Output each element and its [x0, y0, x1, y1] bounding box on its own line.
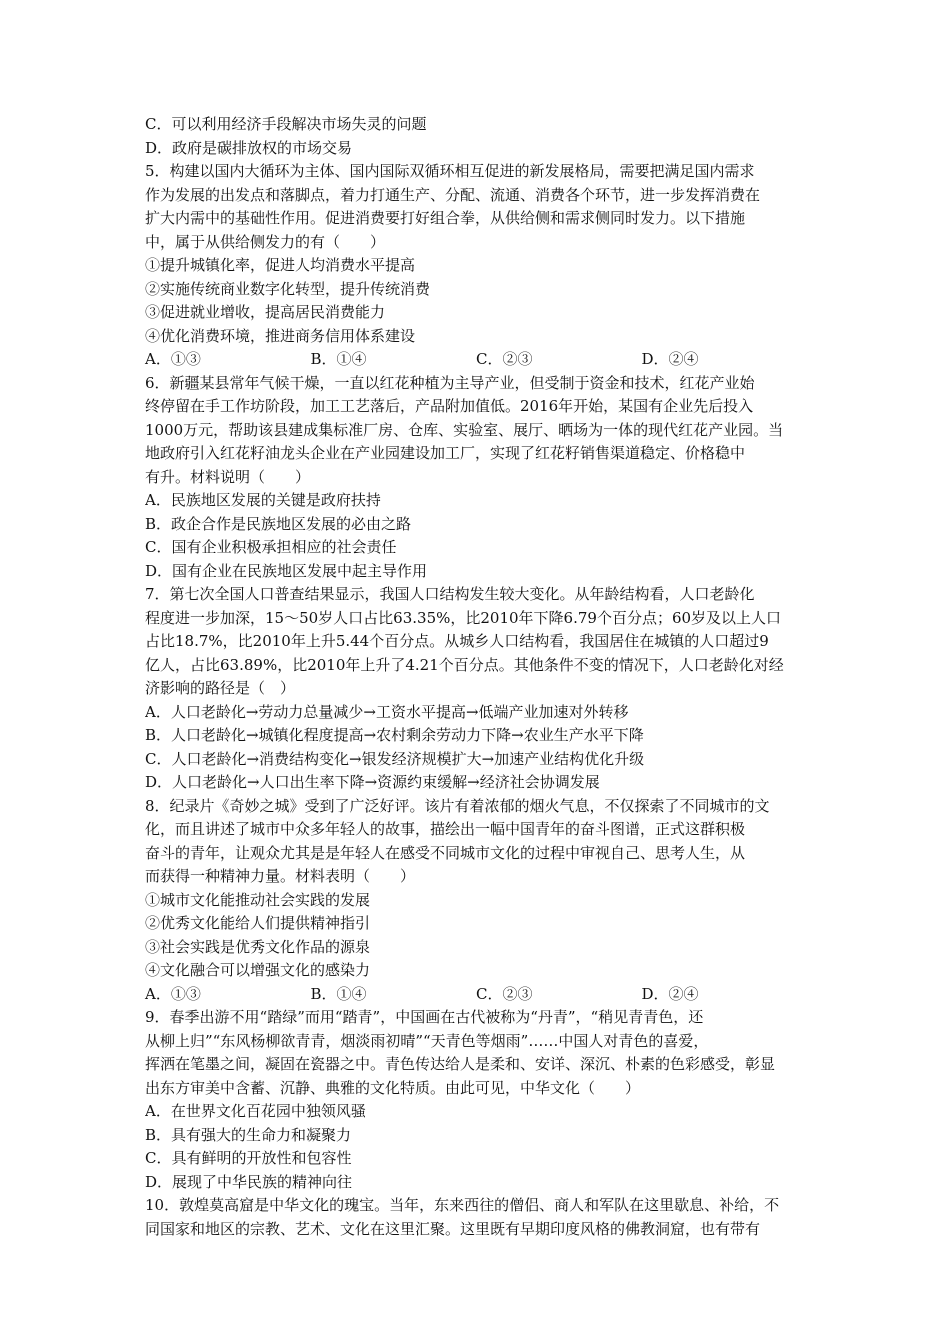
q9-option-b: B．具有强大的生命力和凝聚力: [145, 1125, 352, 1144]
q6-option-a: A．民族地区发展的关键是政府扶持: [145, 491, 381, 509]
q8-stem-line: 8．纪录片《奇妙之城》受到了广泛好评。该片有着浓郁的烟火气息，不仅探索了不同城市的文: [145, 796, 770, 815]
q5-item-4: ④优化消费环境，推进商务信用体系建设: [145, 326, 416, 345]
q8-option-c: C．②③: [476, 984, 533, 1003]
q8-stem-line: 奋斗的青年，让观众尤其是是年轻人在感受不同城市文化的过程中审视自己、思考人生，从: [145, 843, 746, 862]
q6-option-d: D．国有企业在民族地区发展中起主导作用: [145, 561, 428, 580]
question-5: [145, 160, 807, 372]
q7-stem-line: 程度进一步加深，15～50岁人口占比63.35%，比2010年下降6.79个百分点；60岁及以上人口: [145, 608, 782, 627]
q8-item-1: ①城市文化能推动社会实践的发展: [145, 890, 371, 909]
q10-stem-line: 同国家和地区的宗教、艺术、文化在这里汇聚。这里既有早期印度风格的佛教洞窟，也有带有: [145, 1219, 761, 1238]
q6-stem-line: 6．新疆某县常年气候干燥，一直以红花种植为主导产业，但受制于资金和技术，红花产业始: [145, 373, 755, 392]
q9-stem-line: 挥洒在笔墨之间，凝固在瓷器之中。青色传达给人是柔和、安详、深沉、朴素的色彩感受，彰显: [145, 1055, 776, 1073]
question-8: [145, 795, 807, 1007]
q5-item-1: ①提升城镇化率，促进人均消费水平提高: [145, 256, 416, 274]
q7-option-a: A．人口老龄化→劳动力总量减少→工资水平提高→低端产业加速对外转移: [145, 702, 629, 721]
q8-stem-line: 化，而且讲述了城市中众多年轻人的故事，描绘出一幅中国青年的奋斗图谱，正式这群积极: [145, 820, 746, 838]
q5-option-d: D．②④: [641, 350, 699, 368]
question-10: [145, 1194, 807, 1241]
q4-option-d: D．政府是碳排放权的市场交易: [145, 138, 353, 157]
q5-option-c: C．②③: [476, 350, 533, 368]
question-6: [145, 372, 807, 584]
q6-stem-line: 地政府引入红花籽油龙头企业在产业园建设加工厂，实现了红花籽销售渠道稳定、价格稳中: [145, 444, 746, 462]
q5-options: [145, 348, 807, 372]
q8-item-3: ③社会实践是优秀文化作品的源泉: [145, 937, 371, 956]
q9-option-d: D．展现了中华民族的精神向往: [145, 1172, 353, 1191]
q7-option-d: D．人口老龄化→人口出生率下降→资源约束缓解→经济社会协调发展: [145, 773, 600, 791]
q5-option-a: A．①③: [145, 350, 201, 368]
q8-item-4: ④文化融合可以增强文化的感染力: [145, 961, 371, 979]
q7-option-b: B．人口老龄化→城镇化程度提高→农村剩余劳动力下降→农业生产水平下降: [145, 726, 644, 744]
q8-option-d: D．②④: [641, 984, 699, 1003]
q5-stem-line: 扩大内需中的基础性作用。促进消费要打好组合拳，从供给侧和需求侧同时发力。以下措施: [145, 209, 746, 227]
q5-option-b: B．①④: [310, 350, 367, 368]
exam-page: [145, 113, 807, 1241]
q6-stem-line: 有升。材料说明（ ）: [145, 467, 311, 486]
q9-stem-line: 9．春季出游不用“踏绿”而用“踏青”，中国画在古代被称为“丹青”，“稍见青青色，还: [145, 1008, 704, 1026]
q8-option-a: A．①③: [145, 984, 201, 1003]
q6-option-b: B．政企合作是民族地区发展的必由之路: [145, 514, 412, 533]
q9-stem-line: 从柳上归”“东风杨柳欲青青，烟淡雨初晴”“天青色等烟雨”……中国人对青色的喜爱，: [145, 1031, 709, 1050]
q6-option-c: C．国有企业积极承担相应的社会责任: [145, 538, 397, 556]
q8-options: [145, 983, 807, 1007]
q7-stem-line: 7．第七次全国人口普查结果显示，我国人口结构发生较大变化。从年龄结构看，人口老龄化: [145, 585, 755, 603]
question-9: [145, 1006, 807, 1194]
q7-option-c: C．人口老龄化→消费结构变化→银发经济规模扩大→加速产业结构优化升级: [145, 749, 645, 768]
q5-stem-line: 中，属于从供给侧发力的有（ ）: [145, 232, 386, 251]
question-7: [145, 583, 807, 795]
q4-option-c: C．可以利用经济手段解决市场失灵的问题: [145, 115, 427, 133]
q6-stem-line: 1000万元，帮助该县建成集标准厂房、仓库、实验室、展厅、晒场为一体的现代红花产业园。当: [145, 420, 784, 439]
q6-stem-line: 终停留在手工作坊阶段，加工工艺落后，产品附加值低。2016年开始，某国有企业先后投入: [145, 397, 754, 415]
q9-stem-line: 出东方审美中含蓄、沉静、典雅的文化特质。由此可见，中华文化（ ）: [145, 1078, 641, 1097]
q5-item-2: ②实施传统商业数字化转型，提升传统消费: [145, 279, 431, 298]
q9-option-a: A．在世界文化百花园中独领风骚: [145, 1102, 366, 1120]
q10-stem-line: 10．敦煌莫高窟是中华文化的瑰宝。当年，东来西往的僧侣、商人和军队在这里歇息、补给，不: [145, 1196, 780, 1214]
q8-option-b: B．①④: [310, 984, 367, 1003]
q7-stem-line: 亿人，占比63.89%，比2010年上升了4.21个百分点。其他条件不变的情况下，人口老龄化对经: [145, 655, 784, 674]
q5-stem-line: 5．构建以国内大循环为主体、国内国际双循环相互促进的新发展格局，需要把满足国内需求: [145, 162, 755, 180]
q8-stem-line: 而获得一种精神力量。材料表明（ ）: [145, 867, 416, 885]
q7-stem-line: 济影响的路径是（ ）: [145, 679, 296, 697]
q5-stem-line: 作为发展的出发点和落脚点，着力打通生产、分配、流通、消费各个环节，进一步发挥消费在: [145, 185, 761, 204]
q5-item-3: ③促进就业增收，提高居民消费能力: [145, 303, 386, 321]
q7-stem-line: 占比18.7%，比2010年上升5.44个百分点。从城乡人口结构看，我国居住在城镇的人口超过9: [145, 632, 769, 650]
q9-option-c: C．具有鲜明的开放性和包容性: [145, 1149, 352, 1167]
q8-item-2: ②优秀文化能给人们提供精神指引: [145, 914, 371, 932]
